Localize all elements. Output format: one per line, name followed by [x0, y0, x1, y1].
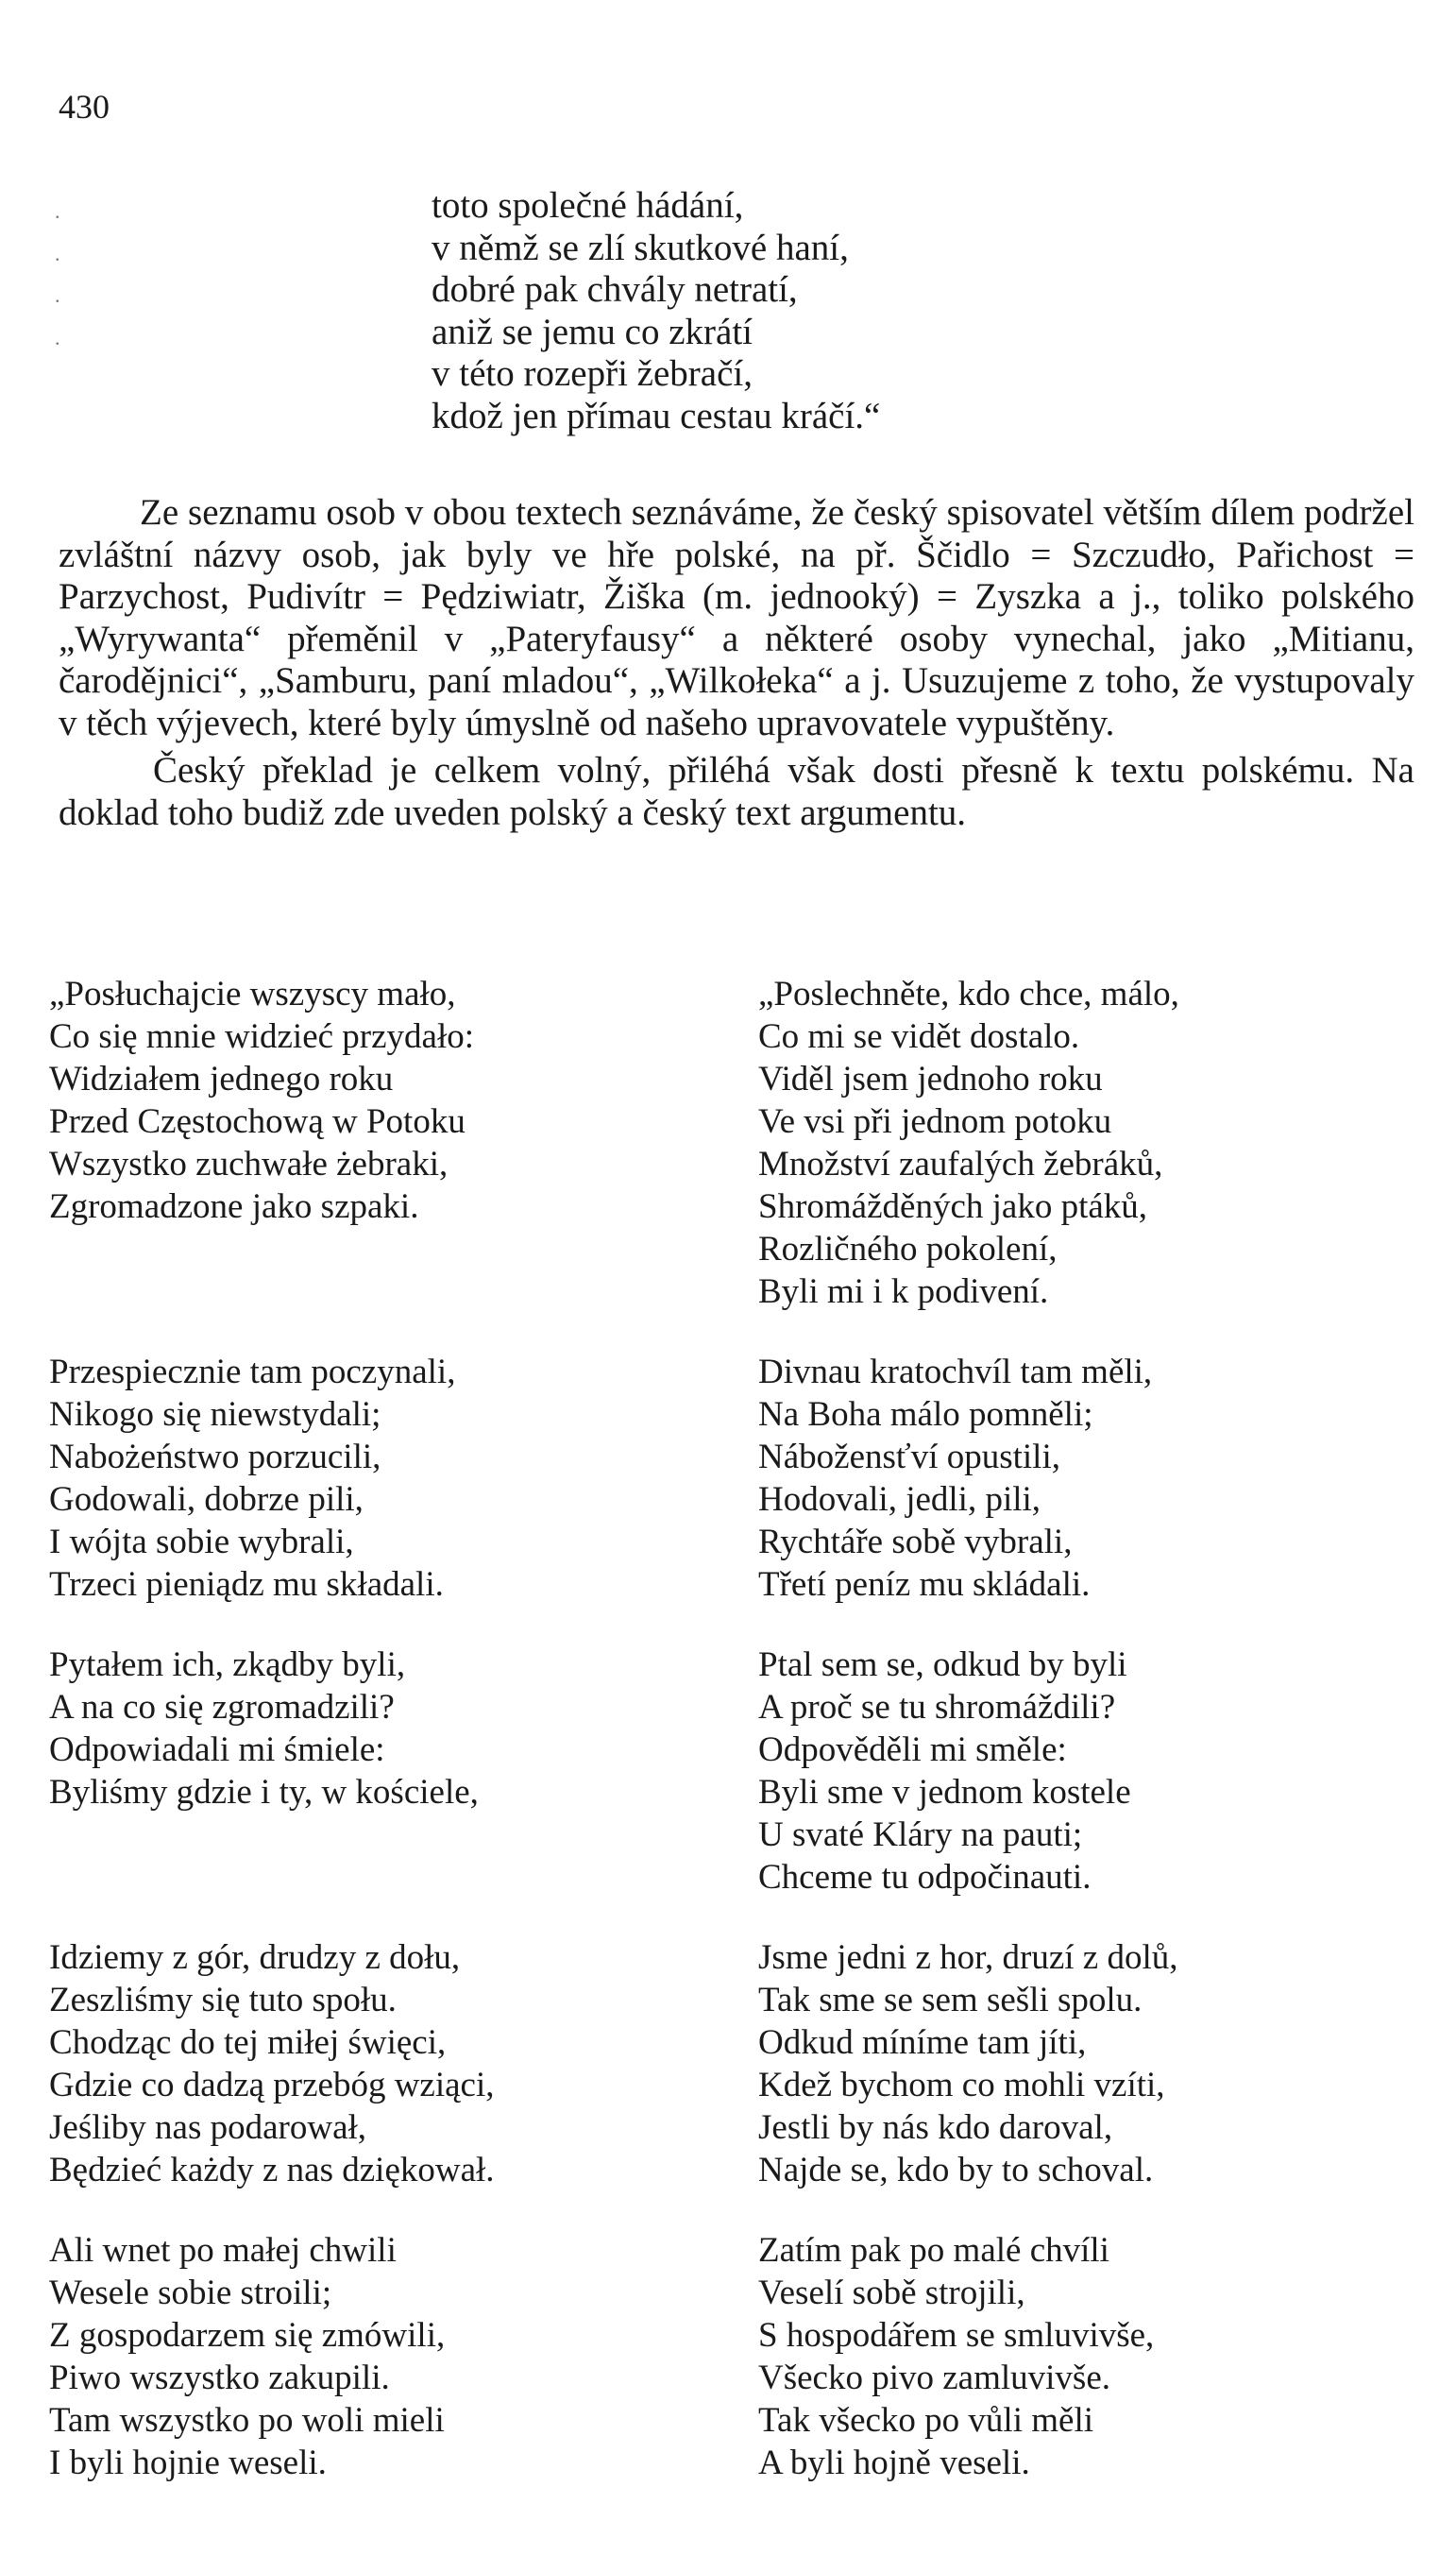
- verse-line: Množství zaufalých žebráků,: [758, 1145, 1163, 1184]
- verse-line: Ve vsi při jednom potoku: [758, 1102, 1112, 1141]
- verse-line: Przed Częstochową w Potoku: [49, 1102, 466, 1141]
- stanza: [49, 2229, 710, 2484]
- verse-line: [49, 1814, 710, 1856]
- verse-line: Nabożeństwo porzucili,: [49, 1438, 381, 1476]
- opening-poem: [432, 185, 880, 437]
- verse-line: Byli sme v jednom kostele: [758, 1773, 1131, 1812]
- poem-line: v této rozepři žebračí,: [432, 353, 753, 394]
- verse-line: Odpowiadali mi śmiele:: [49, 1730, 385, 1769]
- verse-line: Co mi se vidět dostalo.: [758, 1017, 1080, 1056]
- margin-dot: .: [55, 325, 60, 349]
- verse-line: Jsme jedni z hor, druzí z dolů,: [758, 1938, 1178, 1977]
- verse-line: Zeszliśmy się tuto społu.: [49, 1981, 397, 2019]
- stanza: [758, 1351, 1419, 1606]
- verse-line: Chceme tu odpočinauti.: [758, 1858, 1092, 1897]
- margin-dot: .: [55, 199, 60, 223]
- poem-line: v němž se zlí skutkové haní,: [432, 227, 849, 268]
- verse-line: „Poslechněte, kdo chce, málo,: [758, 975, 1179, 1013]
- czech-text-column: [758, 973, 1419, 2484]
- verse-line: I byli hojnie weseli.: [49, 2444, 327, 2482]
- verse-line: S hospodářem se smluvivše,: [758, 2316, 1155, 2355]
- verse-line: Třetí peníz mu skládali.: [758, 1565, 1091, 1604]
- verse-line: Najde se, kdo by to schoval.: [758, 2151, 1154, 2189]
- verse-line: Zgromadzone jako szpaki.: [49, 1187, 419, 1226]
- verse-line: A proč se tu shromáždili?: [758, 1688, 1116, 1727]
- verse-line: Veselí sobě strojili,: [758, 2274, 1025, 2312]
- verse-line: Widziałem jednego roku: [49, 1060, 394, 1099]
- stanza: [758, 1644, 1419, 1899]
- verse-line: Odpověděli mi směle:: [758, 1730, 1067, 1769]
- verse-line: Jeśliby nas podarował,: [49, 2108, 367, 2147]
- verse-line: A byli hojně veseli.: [758, 2444, 1030, 2482]
- verse-line: Piwo wszystko zakupili.: [49, 2359, 390, 2397]
- verse-line: A na co się zgromadzili?: [49, 1688, 395, 1727]
- verse-line: Przespiecznie tam poczynali,: [49, 1353, 456, 1391]
- verse-line: Ali wnet po małej chwili: [49, 2231, 397, 2270]
- verse-line: Byli mi i k podivení.: [758, 1272, 1049, 1311]
- verse-line: Jestli by nás kdo daroval,: [758, 2108, 1113, 2147]
- stanza: [758, 973, 1419, 1313]
- poem-line: dobré pak chvály netratí,: [432, 269, 798, 310]
- verse-line: Nikogo się niewstydali;: [49, 1395, 381, 1434]
- verse-line: Wesele sobie stroili;: [49, 2274, 332, 2312]
- stanza: [49, 1351, 710, 1606]
- verse-line: Divnau kratochvíl tam měli,: [758, 1353, 1153, 1391]
- verse-line: Trzeci pieniądz mu składali.: [49, 1565, 444, 1604]
- poem-line: toto společné hádání,: [432, 185, 744, 226]
- verse-line: Tak všecko po vůli měli: [758, 2401, 1094, 2440]
- verse-line: „Posłuchajcie wszyscy mało,: [49, 975, 456, 1013]
- verse-line: Hodovali, jedli, pili,: [758, 1480, 1041, 1519]
- poem-line: aniž se jemu co zkrátí: [432, 311, 753, 352]
- verse-line: [49, 1856, 710, 1899]
- verse-line: Tak sme se sem sešli spolu.: [758, 1981, 1143, 2019]
- verse-line: Byliśmy gdzie i ty, w kościele,: [49, 1773, 479, 1812]
- verse-line: Zatím pak po malé chvíli: [758, 2231, 1109, 2270]
- verse-line: Kdež bychom co mohli vzíti,: [758, 2066, 1165, 2104]
- margin-dot: .: [55, 241, 60, 265]
- stanza: [758, 1936, 1419, 2191]
- stanza: [49, 973, 710, 1313]
- verse-line: Będzieć każdy z nas dziękował.: [49, 2151, 495, 2189]
- page-number: 430: [59, 88, 110, 126]
- verse-line: Nábožensťví opustili,: [758, 1438, 1060, 1476]
- verse-line: Gdzie co dadzą przebóg wziąci,: [49, 2066, 495, 2104]
- verse-line: [49, 1228, 710, 1270]
- verse-line: Wszystko zuchwałe żebraki,: [49, 1145, 449, 1184]
- stanza: [49, 1644, 710, 1899]
- verse-line: Z gospodarzem się zmówili,: [49, 2316, 446, 2355]
- paragraph: Český překlad je celkem volný, přiléhá však dosti přesně k textu polskému. Na doklad toho budiž zde uveden polský a český text argumentu.: [59, 750, 1414, 833]
- verse-line: Pytałem ich, zkądby byli,: [49, 1645, 406, 1684]
- stanza: [49, 1936, 710, 2191]
- verse-line: Tam wszystko po woli mieli: [49, 2401, 445, 2440]
- prose-section: [59, 492, 1414, 834]
- paragraph: Ze seznamu osob v obou textech seznáváme, že český spisovatel větším dílem podržel zvláštní názvy osob, jak byly ve hře polské, na př. Ščidlo = Szczudło, Pařichost = Parzychost, Pudivítr = Pędziwiatr, Žiška (m. jednooký) = Zyszka a j., toliko polského „Wyrywanta“ přeměnil v „Pateryfausy“ a některé osoby vynechal, jako „Mitianu, čarodějnici“, „Samburu, paní mladou“, „Wilkołeka“ a j. Usuzujeme z toho, že vystupovaly v těch výjevech, které byly úmyslně od našeho upravovatele vypuštěny.: [59, 492, 1414, 743]
- verse-line: Všecko pivo zamluvivše.: [758, 2359, 1110, 2397]
- verse-line: U svaté Kláry na pauti;: [758, 1815, 1083, 1854]
- verse-line: [49, 1270, 710, 1313]
- verse-line: Godowali, dobrze pili,: [49, 1480, 364, 1519]
- verse-line: Idziemy z gór, drudzy z dołu,: [49, 1938, 461, 1977]
- verse-line: Shromážděných jako ptáků,: [758, 1187, 1148, 1226]
- verse-line: I wójta sobie wybrali,: [49, 1523, 354, 1561]
- verse-line: Co się mnie widzieć przydało:: [49, 1017, 475, 1056]
- margin-dot: .: [55, 283, 60, 307]
- verse-line: Viděl jsem jednoho roku: [758, 1060, 1103, 1099]
- verse-line: Odkud míníme tam jíti,: [758, 2023, 1087, 2062]
- verse-line: Chodząc do tej miłej święci,: [49, 2023, 447, 2062]
- verse-line: Ptal sem se, odkud by byli: [758, 1645, 1127, 1684]
- verse-line: Na Boha málo pomněli;: [758, 1395, 1093, 1434]
- margin-dots: [55, 191, 60, 359]
- polish-text-column: [49, 973, 710, 2484]
- verse-line: Rychtáře sobě vybrali,: [758, 1523, 1073, 1561]
- stanza: [758, 2229, 1419, 2484]
- poem-line: kdož jen přímau cestau kráčí.“: [432, 395, 881, 436]
- verse-line: Rozličného pokolení,: [758, 1230, 1058, 1269]
